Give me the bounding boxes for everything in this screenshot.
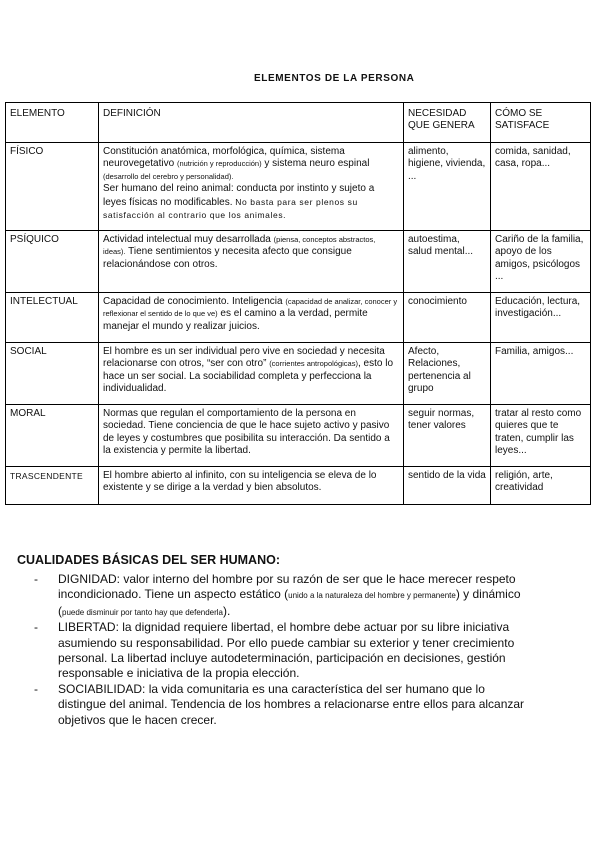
cell-como: Cariño de la familia, apoyo de los amigos, psicólogos ... [491, 231, 591, 293]
list-item [28, 572, 528, 620]
def-text: Actividad intelectual muy desarrollada [103, 234, 274, 245]
table-row [6, 293, 591, 343]
table-row [6, 231, 591, 293]
document-title: ELEMENTOS DE LA PERSONA [254, 73, 415, 84]
cell-necesidad: alimento, higiene, vivienda, ... [404, 143, 491, 231]
cell-elemento: INTELECTUAL [6, 293, 99, 343]
table-row [6, 405, 591, 467]
def-note: (piensa, conceptos abstractos, ideas). [103, 235, 376, 257]
def-note: (corrientes antropológicas) [269, 359, 358, 369]
quality-text: LIBERTAD: la dignidad requiere libertad, el hombre debe actuar por su libre iniciativa asumiendo su responsabilidad. Por ello puede cambiar su exterior y tener crecimiento personal. La libertad incluye autodeterminación, participación en decisiones, gestión responsable e iniciativa de la propia elección. [58, 620, 515, 681]
qualities-list [28, 572, 528, 728]
elements-table [5, 102, 591, 505]
header-elemento: ELEMENTO [6, 103, 99, 143]
cell-elemento: FÍSICO [6, 143, 99, 231]
cell-como: religión, arte, creatividad [491, 467, 591, 505]
quality-note: unido a la naturaleza del hombre y permanente [288, 591, 456, 601]
def-note: (nutrición y reproducción) [176, 159, 262, 169]
list-dash: - [34, 572, 38, 586]
cell-elemento: SOCIAL [6, 343, 99, 405]
cell-elemento: MORAL [6, 405, 99, 467]
cell-definicion [99, 231, 404, 293]
quality-text: SOCIABILIDAD: la vida comunitaria es una característica del ser humano que lo distingue del animal. Tendencia de los hombres a relacionarse entre ellos para alcanzar objetivos que le hacen crecer. [58, 681, 525, 727]
def-note: No basta para ser plenos su satisfacción al contrario que los animales. [103, 196, 358, 221]
def-text: y sistema neuro espinal [261, 158, 370, 170]
quality-note: puede disminuir por tanto hay que defenderla [62, 607, 223, 617]
list-dash: - [34, 620, 38, 635]
cell-necesidad: Afecto, Relaciones, pertenencia al grupo [404, 343, 491, 405]
def-text: Capacidad de conocimiento. Inteligencia [103, 296, 286, 307]
quality-text: ) y dinámico ( [58, 587, 521, 618]
table-header-row [6, 103, 591, 143]
cell-definicion [99, 293, 404, 343]
quality-text: ). [223, 603, 231, 618]
cell-elemento: TRASCENDENTE [6, 467, 99, 505]
def-note: (capacidad de analizar, conocer y reflexionar el sentido de lo que ve) [103, 297, 398, 319]
list-item [28, 682, 528, 728]
cell-necesidad: autoestima, salud mental... [404, 231, 491, 293]
def-text: Constitución anatómica, morfológica, química, sistema neurovegetativo [103, 146, 345, 170]
table-row [6, 143, 591, 231]
list-dash: - [34, 681, 38, 696]
header-necesidad: NECESIDAD QUE GENERA [404, 103, 491, 143]
cell-elemento: PSÍQUICO [6, 231, 99, 293]
cell-como: Educación, lectura, investigación... [491, 293, 591, 343]
header-como: CÓMO SE SATISFACE [491, 103, 591, 143]
cell-como: comida, sanidad, casa, ropa... [491, 143, 591, 231]
cell-definicion [99, 143, 404, 231]
def-text: Tiene sentimientos y necesita afecto que consigue relacionándose con otros. [103, 246, 352, 270]
quality-text: DIGNIDAD: valor interno del hombre por su razón de ser que le hace merecer respeto incondicionado. Tiene un aspecto estático ( [58, 572, 516, 602]
cell-como: tratar al resto como quieres que te traten, cumplir las leyes... [491, 405, 591, 467]
table-row [6, 467, 591, 505]
section-title: CUALIDADES BÁSICAS DEL SER HUMANO: [17, 553, 280, 567]
cell-como: Familia, amigos... [491, 343, 591, 405]
def-text: El hombre es un ser individual pero vive en sociedad y necesita relacionarse con otros, “ser con otro” [103, 346, 385, 370]
cell-definicion [99, 343, 404, 405]
list-item [28, 620, 528, 682]
cell-necesidad: conocimiento [404, 293, 491, 343]
cell-necesidad: sentido de la vida [404, 467, 491, 505]
def-note: (desarrollo del cerebro y personalidad). [103, 171, 234, 181]
def-text: Ser humano del reino animal: conducta por instinto y sujeto a leyes físicas no modificables. [103, 183, 375, 208]
def-text: , esto lo hace un ser social. La sociabilidad completa y perfecciona la individualidad. [103, 358, 394, 395]
cell-definicion: El hombre abierto al infinito, con su inteligencia se eleva de lo existente y se dirige a la verdad y bien absolutos. [99, 467, 404, 505]
table-row [6, 343, 591, 405]
header-definicion: DEFINICIÓN [99, 103, 404, 143]
def-text: es el camino a la verdad, permite manejar el mundo y realizar juicios. [103, 308, 368, 332]
cell-definicion: Normas que regulan el comportamiento de la persona en sociedad. Tiene conciencia de que le hace sujeto activo y pasivo de leyes y costumbres que posibilita su interacción. Da sentido a la existencia y permite la libertad. [99, 405, 404, 467]
cell-necesidad: seguir normas, tener valores [404, 405, 491, 467]
